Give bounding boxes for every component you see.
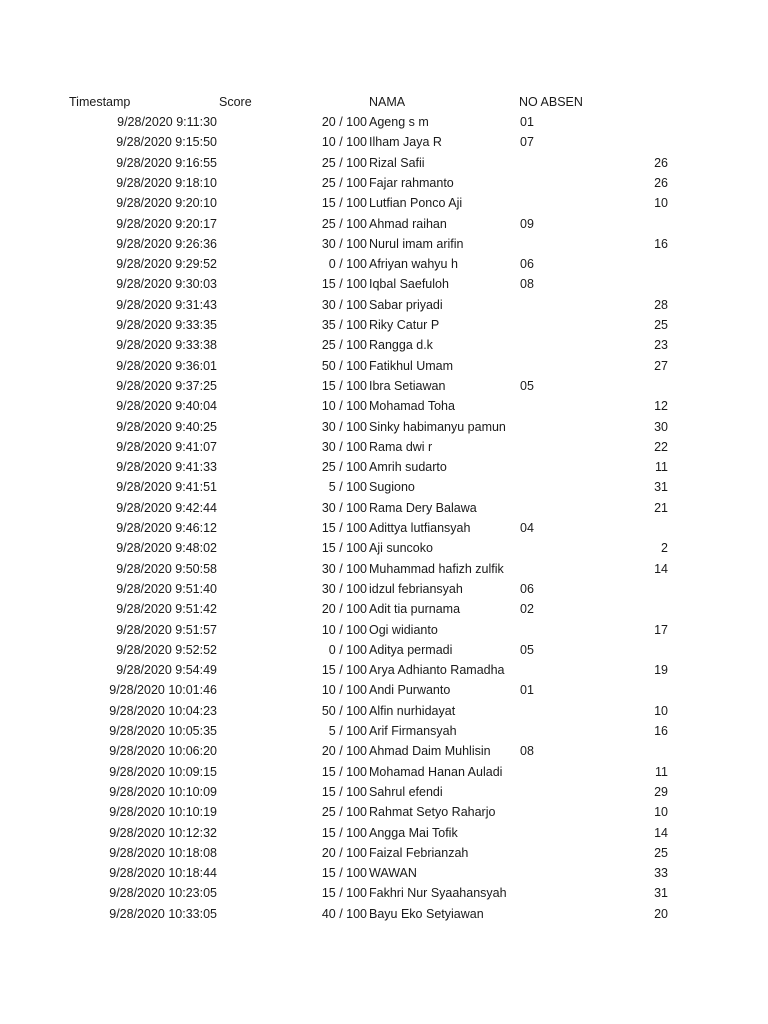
cell-nama: Ahmad raihan <box>369 216 447 231</box>
cell-nama: Ahmad Daim Muhlisin <box>369 744 491 759</box>
cell-timestamp: 9/28/2020 10:09:15 <box>109 764 217 779</box>
cell-no-absen: 23 <box>654 338 668 353</box>
cell-timestamp: 9/28/2020 9:31:43 <box>116 297 217 312</box>
cell-score: 15 / 100 <box>321 521 367 535</box>
cell-score: 20 / 100 <box>321 115 367 129</box>
cell-no-absen: 01 <box>520 115 534 129</box>
cell-timestamp: 9/28/2020 9:50:58 <box>116 561 217 576</box>
cell-no-absen: 11 <box>655 764 668 779</box>
cell-timestamp: 9/28/2020 9:29:52 <box>116 257 217 272</box>
cell-score: 30 / 100 <box>321 236 367 251</box>
cell-score: 20 / 100 <box>321 602 367 617</box>
cell-nama: Rangga d.k <box>369 338 433 353</box>
cell-timestamp: 9/28/2020 9:20:17 <box>116 216 217 231</box>
cell-timestamp: 9/28/2020 9:51:40 <box>116 581 217 596</box>
cell-timestamp: 9/28/2020 9:54:49 <box>116 663 217 678</box>
cell-no-absen: 11 <box>655 460 668 475</box>
cell-timestamp: 9/28/2020 9:30:03 <box>116 277 217 292</box>
cell-no-absen: 06 <box>520 581 534 596</box>
cell-score: 25 / 100 <box>321 338 367 353</box>
cell-score: 40 / 100 <box>321 906 367 921</box>
cell-no-absen: 31 <box>654 480 668 495</box>
cell-nama: Andi Purwanto <box>369 683 451 698</box>
table-row <box>0 132 768 152</box>
header-score: Score <box>219 95 252 109</box>
cell-no-absen: 07 <box>520 135 534 150</box>
cell-nama: Adit tia purnama <box>369 602 461 617</box>
table-row <box>0 680 768 700</box>
cell-nama: Faizal Febrianzah <box>369 845 469 860</box>
table-row <box>0 843 768 863</box>
table-row <box>0 396 768 416</box>
cell-score: 15 / 100 <box>321 277 367 292</box>
cell-timestamp: 9/28/2020 10:18:44 <box>109 866 217 881</box>
cell-score: 25 / 100 <box>321 460 367 475</box>
cell-timestamp: 9/28/2020 9:36:01 <box>116 358 217 373</box>
cell-nama: Sinky habimanyu pamun <box>369 419 506 434</box>
cell-no-absen: 30 <box>654 419 668 434</box>
cell-score: 35 / 100 <box>321 318 367 332</box>
cell-no-absen: 14 <box>654 825 668 840</box>
table-row <box>0 437 768 457</box>
cell-nama: Ageng s m <box>369 115 429 129</box>
cell-score: 30 / 100 <box>321 439 367 454</box>
cell-timestamp: 9/28/2020 9:41:51 <box>116 480 217 495</box>
cell-timestamp: 9/28/2020 10:12:32 <box>109 825 217 840</box>
cell-nama: Aji suncoko <box>369 541 433 556</box>
cell-timestamp: 9/28/2020 9:46:12 <box>116 521 217 535</box>
cell-timestamp: 9/28/2020 9:52:52 <box>116 642 217 657</box>
cell-score: 15 / 100 <box>321 378 367 393</box>
cell-no-absen: 29 <box>654 784 668 799</box>
cell-no-absen: 27 <box>654 358 668 373</box>
cell-score: 25 / 100 <box>321 216 367 231</box>
table-row <box>0 599 768 619</box>
cell-nama: Bayu Eko Setyiawan <box>369 906 484 921</box>
cell-nama: Lutfian Ponco Aji <box>369 196 463 211</box>
table-row <box>0 173 768 193</box>
cell-no-absen: 21 <box>654 500 668 515</box>
cell-no-absen: 31 <box>654 886 668 901</box>
cell-timestamp: 9/28/2020 9:40:04 <box>116 399 217 414</box>
table-row <box>0 620 768 640</box>
cell-score: 15 / 100 <box>321 825 367 840</box>
cell-no-absen: 05 <box>520 642 534 657</box>
cell-timestamp: 9/28/2020 9:18:10 <box>116 175 217 190</box>
table-row <box>0 234 768 254</box>
cell-score: 15 / 100 <box>321 541 367 556</box>
cell-score: 15 / 100 <box>321 196 367 211</box>
cell-nama: WAWAN <box>369 866 417 881</box>
cell-no-absen: 17 <box>654 622 668 637</box>
cell-no-absen: 33 <box>654 866 668 881</box>
cell-nama: Riky Catur P <box>369 318 440 332</box>
cell-nama: Rahmat Setyo Raharjo <box>369 805 496 820</box>
cell-score: 15 / 100 <box>321 764 367 779</box>
table-row <box>0 193 768 213</box>
cell-score: 20 / 100 <box>321 744 367 759</box>
table-row <box>0 762 768 782</box>
cell-no-absen: 25 <box>654 318 668 332</box>
table-row <box>0 417 768 437</box>
cell-score: 50 / 100 <box>321 358 367 373</box>
cell-no-absen: 14 <box>654 561 668 576</box>
cell-score: 15 / 100 <box>321 784 367 799</box>
cell-no-absen: 08 <box>520 277 534 292</box>
table-row <box>0 153 768 173</box>
cell-timestamp: 9/28/2020 9:16:55 <box>116 155 217 170</box>
cell-nama: Ilham Jaya R <box>369 135 442 150</box>
cell-nama: Angga Mai Tofik <box>369 825 458 840</box>
table-row <box>0 457 768 477</box>
cell-no-absen: 10 <box>654 196 668 211</box>
cell-nama: Amrih sudarto <box>369 460 447 475</box>
cell-timestamp: 9/28/2020 10:04:23 <box>109 703 217 718</box>
cell-no-absen: 12 <box>654 399 668 414</box>
cell-score: 10 / 100 <box>321 622 367 637</box>
cell-timestamp: 9/28/2020 9:48:02 <box>116 541 217 556</box>
cell-nama: idzul febriansyah <box>369 581 463 596</box>
cell-no-absen: 16 <box>654 236 668 251</box>
cell-timestamp: 9/28/2020 9:11:30 <box>117 115 217 129</box>
cell-no-absen: 06 <box>520 257 534 272</box>
cell-nama: Rizal Safii <box>369 155 425 170</box>
cell-score: 30 / 100 <box>321 297 367 312</box>
table-row <box>0 315 768 335</box>
cell-score: 20 / 100 <box>321 845 367 860</box>
table-row <box>0 295 768 315</box>
cell-timestamp: 9/28/2020 10:05:35 <box>109 724 217 738</box>
cell-score: 30 / 100 <box>321 500 367 515</box>
cell-score: 5 / 100 <box>328 480 367 495</box>
cell-nama: Sahrul efendi <box>369 784 443 799</box>
table-row <box>0 823 768 843</box>
cell-no-absen: 26 <box>654 175 668 190</box>
table-row <box>0 356 768 376</box>
cell-nama: Sabar priyadi <box>369 297 443 312</box>
cell-timestamp: 9/28/2020 9:41:07 <box>116 439 217 454</box>
cell-score: 25 / 100 <box>321 175 367 190</box>
cell-timestamp: 9/28/2020 9:40:25 <box>116 419 217 434</box>
cell-timestamp: 9/28/2020 10:18:08 <box>109 845 217 860</box>
cell-timestamp: 9/28/2020 9:26:36 <box>116 236 217 251</box>
table-row <box>0 376 768 396</box>
cell-no-absen: 22 <box>654 439 668 454</box>
cell-timestamp: 9/28/2020 10:33:05 <box>109 906 217 921</box>
cell-nama: Rama Dery Balawa <box>369 500 477 515</box>
cell-timestamp: 9/28/2020 10:01:46 <box>109 683 217 698</box>
header-nama: NAMA <box>369 95 406 109</box>
table-row <box>0 721 768 741</box>
header-row <box>0 92 768 112</box>
cell-score: 0 / 100 <box>328 642 367 657</box>
table-row <box>0 863 768 883</box>
cell-nama: Fajar rahmanto <box>369 175 454 190</box>
table-row <box>0 802 768 822</box>
cell-nama: Muhammad hafizh zulfik <box>369 561 504 576</box>
cell-timestamp: 9/28/2020 10:10:09 <box>109 784 217 799</box>
cell-nama: Adittya lutfiansyah <box>369 521 471 535</box>
cell-score: 50 / 100 <box>321 703 367 718</box>
cell-score: 25 / 100 <box>321 155 367 170</box>
table-row <box>0 538 768 558</box>
table-row <box>0 782 768 802</box>
table-row <box>0 904 768 924</box>
cell-no-absen: 20 <box>654 906 668 921</box>
cell-nama: Afriyan wahyu h <box>369 257 458 272</box>
header-timestamp: Timestamp <box>69 95 131 109</box>
cell-score: 10 / 100 <box>321 135 367 150</box>
cell-nama: Nurul imam arifin <box>369 236 464 251</box>
table-row <box>0 559 768 579</box>
cell-score: 15 / 100 <box>321 886 367 901</box>
cell-score: 30 / 100 <box>321 561 367 576</box>
cell-score: 30 / 100 <box>321 581 367 596</box>
cell-score: 15 / 100 <box>321 866 367 881</box>
cell-timestamp: 9/28/2020 9:20:10 <box>116 196 217 211</box>
cell-timestamp: 9/28/2020 9:42:44 <box>116 500 217 515</box>
cell-timestamp: 9/28/2020 9:41:33 <box>116 460 217 475</box>
cell-no-absen: 08 <box>520 744 534 759</box>
cell-timestamp: 9/28/2020 9:51:57 <box>116 622 217 637</box>
table-row <box>0 274 768 294</box>
cell-nama: Sugiono <box>369 480 415 495</box>
cell-no-absen: 19 <box>654 663 668 678</box>
cell-nama: Rama dwi r <box>369 439 433 454</box>
cell-score: 15 / 100 <box>321 663 367 678</box>
cell-timestamp: 9/28/2020 10:10:19 <box>109 805 217 820</box>
table-row <box>0 254 768 274</box>
cell-score: 30 / 100 <box>321 419 367 434</box>
cell-score: 10 / 100 <box>321 399 367 414</box>
cell-timestamp: 9/28/2020 9:33:38 <box>116 338 217 353</box>
cell-nama: Fakhri Nur Syaahansyah <box>369 886 507 901</box>
table-row <box>0 335 768 355</box>
cell-no-absen: 09 <box>520 216 534 231</box>
cell-no-absen: 26 <box>654 155 668 170</box>
cell-nama: Mohamad Toha <box>369 399 455 414</box>
cell-timestamp: 9/28/2020 9:51:42 <box>116 602 217 617</box>
cell-timestamp: 9/28/2020 9:37:25 <box>116 378 217 393</box>
cell-nama: Fatikhul Umam <box>369 358 454 373</box>
cell-no-absen: 28 <box>654 297 668 312</box>
cell-no-absen: 10 <box>654 805 668 820</box>
table-row <box>0 518 768 538</box>
table-row <box>0 579 768 599</box>
cell-no-absen: 02 <box>520 602 534 617</box>
table-row <box>0 741 768 761</box>
cell-no-absen: 25 <box>654 845 668 860</box>
cell-timestamp: 9/28/2020 9:33:35 <box>116 318 217 332</box>
cell-no-absen: 01 <box>520 683 534 698</box>
table-row <box>0 214 768 234</box>
cell-nama: Mohamad Hanan Auladi <box>369 764 503 779</box>
cell-no-absen: 16 <box>654 724 668 738</box>
cell-score: 10 / 100 <box>321 683 367 698</box>
cell-nama: Arif Firmansyah <box>369 724 457 738</box>
cell-score: 25 / 100 <box>321 805 367 820</box>
cell-score: 5 / 100 <box>328 724 367 738</box>
table-row <box>0 640 768 660</box>
table-row <box>0 701 768 721</box>
cell-nama: Iqbal Saefuloh <box>369 277 449 292</box>
table-row <box>0 883 768 903</box>
header-no-absen: NO ABSEN <box>519 95 583 109</box>
table-row <box>0 660 768 680</box>
cell-timestamp: 9/28/2020 10:06:20 <box>109 744 217 759</box>
cell-nama: Alfin nurhidayat <box>369 703 456 718</box>
cell-nama: Ogi widianto <box>369 622 438 637</box>
cell-score: 0 / 100 <box>328 257 367 272</box>
table-row <box>0 112 768 132</box>
cell-nama: Ibra Setiawan <box>369 378 446 393</box>
cell-nama: Aditya permadi <box>369 642 453 657</box>
cell-no-absen: 05 <box>520 378 534 393</box>
cell-no-absen: 2 <box>661 541 668 556</box>
cell-timestamp: 9/28/2020 9:15:50 <box>116 135 217 150</box>
cell-no-absen: 04 <box>520 521 534 535</box>
table-row <box>0 477 768 497</box>
cell-no-absen: 10 <box>654 703 668 718</box>
table-row <box>0 498 768 518</box>
cell-nama: Arya Adhianto Ramadha <box>369 663 505 678</box>
cell-timestamp: 9/28/2020 10:23:05 <box>109 886 217 901</box>
